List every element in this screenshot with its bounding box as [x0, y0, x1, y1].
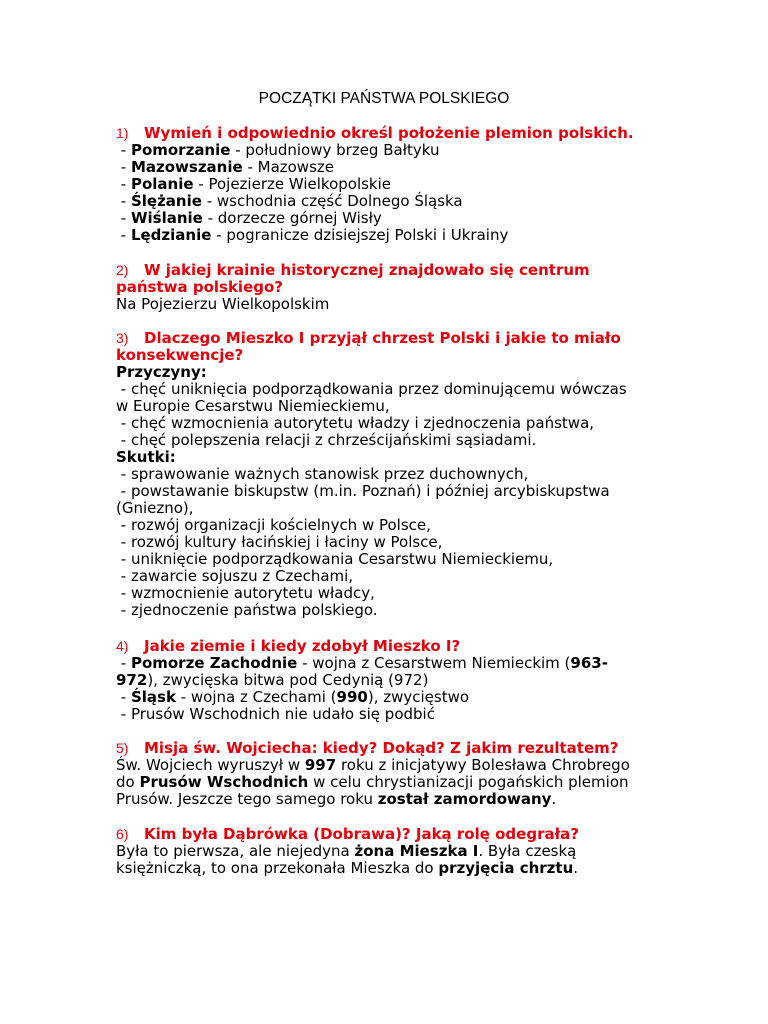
question-4 [116, 638, 656, 723]
region-name: Śląsk [130, 688, 176, 706]
bullet-dash: - [116, 175, 131, 193]
question-number: 5) [116, 740, 129, 756]
causes-list [116, 381, 656, 449]
emphasis: przyjęcia chrztu [438, 859, 574, 877]
question-2 [116, 262, 656, 313]
tribe-location: - Pojezierze Wielkopolskie [193, 175, 392, 193]
effect-item: - zawarcie sojuszu z Czechami, [116, 567, 354, 585]
effect-item: - sprawowanie ważnych stanowisk przez duchownych, [116, 465, 529, 483]
tribe-location: - Mazowsze [242, 158, 334, 176]
question-number: 2) [116, 262, 129, 278]
text: Św. Wojciech wyruszył w [116, 756, 305, 774]
cause-item: - chęć polepszenia relacji z chrześcijańskimi sąsiadami. [116, 431, 537, 449]
tribe-item [116, 193, 656, 210]
tribe-location: - wschodnia część Dolnego Śląska [201, 192, 463, 210]
year: 972 [116, 671, 148, 689]
question-2-answer: Na Pojezierzu Wielkopolskim [116, 295, 330, 313]
tribe-location: - południowy brzeg Bałtyku [230, 141, 440, 159]
document-title: POCZĄTKI PAŃSTWA POLSKIEGO [258, 90, 510, 107]
answer-line [116, 774, 656, 791]
text: ), zwycięstwo [367, 688, 470, 706]
question-2-heading-line2: państwa polskiego? [116, 278, 283, 296]
question-1-heading: 1) Wymień i odpowiednio określ położenie plemion polskich. [116, 124, 634, 142]
effects-label-text: Skutki: [116, 448, 176, 466]
emphasis: Prusów Wschodnich [139, 773, 309, 791]
tribe-item [116, 210, 656, 227]
tribe-item [116, 142, 656, 159]
tribe-name: Wiślanie [130, 209, 203, 227]
tribe-name: Ślężanie [130, 192, 202, 210]
region-name: Pomorze Zachodnie [130, 654, 298, 672]
cause-item: w Europie Cesarstwu Niemieckiemu, [116, 397, 390, 415]
cause-item: - chęć uniknięcia podporządkowania przez dominującemu wówczas [116, 380, 627, 398]
text: Była to pierwsza, ale niejedyna [116, 842, 355, 860]
tribe-location: - dorzecze górnej Wisły [202, 209, 382, 227]
answer-line [116, 757, 656, 774]
answer-line [116, 860, 656, 877]
bullet-dash: - [116, 226, 131, 244]
bullet-dash: - [116, 158, 131, 176]
conquest-slask [116, 689, 656, 706]
question-6 [116, 826, 656, 877]
text: - [116, 654, 131, 672]
effect-item: - uniknięcie podporządkowania Cesarstwu Niemieckiemu, [116, 550, 554, 568]
tribe-name: Polanie [130, 175, 194, 193]
effect-item: - wzmocnienie autorytetu władcy, [116, 584, 375, 602]
effects-label [116, 449, 656, 466]
cause-item: - chęć wzmocnienia autorytetu władzy i zjednoczenia państwa, [116, 414, 595, 432]
question-5-heading: 5) Misja św. Wojciecha: kiedy? Dokąd? Z jakim rezultatem? [116, 739, 619, 757]
question-6-heading: 6) Kim była Dąbrówka (Dobrawa)? Jaką rolę odegrała? [116, 825, 579, 843]
text: - wojna z Cesarstwem Niemieckim ( [297, 654, 571, 672]
text: . [573, 859, 579, 877]
tribe-item [116, 227, 656, 244]
text: księżniczką, to ona przekonała Mieszka do [116, 859, 439, 877]
tribe-item [116, 159, 656, 176]
conquest-pomorze [116, 655, 656, 672]
text: - wojna z Czechami ( [175, 688, 337, 706]
year: 997 [304, 756, 337, 774]
text: . [551, 790, 557, 808]
conquest-prusy: - Prusów Wschodnich nie udało się podbić [116, 705, 435, 723]
text: roku z inicjatywy Bolesława Chrobrego [336, 756, 630, 774]
effect-item: (Gniezno), [116, 499, 194, 517]
question-3-heading-line2: konsekwencje? [116, 346, 244, 364]
question-number: 3) [116, 330, 129, 346]
year: 963- [570, 654, 608, 672]
question-3-heading: 3) Dlaczego Mieszko I przyjął chrzest Polski i jakie to miało [116, 329, 621, 347]
bullet-dash: - [116, 141, 131, 159]
answer-line [116, 791, 656, 808]
question-number: 1) [116, 125, 129, 141]
question-1 [116, 125, 656, 244]
bullet-dash: - [116, 192, 131, 210]
text: - [116, 688, 131, 706]
question-5 [116, 740, 656, 808]
conquest-pomorze-cont [116, 672, 656, 689]
text: Prusów. Jeszcze tego samego roku [116, 790, 378, 808]
effect-item: - rozwój organizacji kościelnych w Polsce, [116, 516, 431, 534]
text: do [116, 773, 140, 791]
emphasis: żona Mieszka I [354, 842, 479, 860]
question-4-heading: 4) Jakie ziemie i kiedy zdobył Mieszko I? [116, 637, 461, 655]
effect-item: - zjednoczenie państwa polskiego. [116, 601, 378, 619]
question-number: 6) [116, 826, 129, 842]
answer-line [116, 843, 656, 860]
tribe-item [116, 176, 656, 193]
tribe-name: Mazowszanie [130, 158, 243, 176]
question-3 [116, 330, 656, 619]
effects-list [116, 466, 656, 619]
text: w celu chrystianizacji pogańskich plemion [308, 773, 629, 791]
year: 990 [336, 688, 368, 706]
causes-label-text: Przyczyny: [116, 363, 207, 381]
effect-item: - rozwój kultury łacińskiej i łaciny w Polsce, [116, 533, 443, 551]
tribe-list [116, 142, 656, 244]
question-number: 4) [116, 638, 129, 654]
causes-label [116, 364, 656, 381]
effect-item: - powstawanie biskupstw (m.in. Poznań) i później arcybiskupstwa [116, 482, 610, 500]
text: . Była czeską [478, 842, 577, 860]
bullet-dash: - [116, 209, 131, 227]
question-2-heading: 2) W jakiej krainie historycznej znajdowało się centrum [116, 261, 590, 279]
emphasis: został zamordowany [377, 790, 552, 808]
tribe-name: Pomorzanie [130, 141, 231, 159]
tribe-name: Lędzianie [130, 226, 212, 244]
tribe-location: - pogranicze dzisiejszej Polski i Ukrainy [211, 226, 509, 244]
text: ), zwycięska bitwa pod Cedynią (972) [147, 671, 429, 689]
